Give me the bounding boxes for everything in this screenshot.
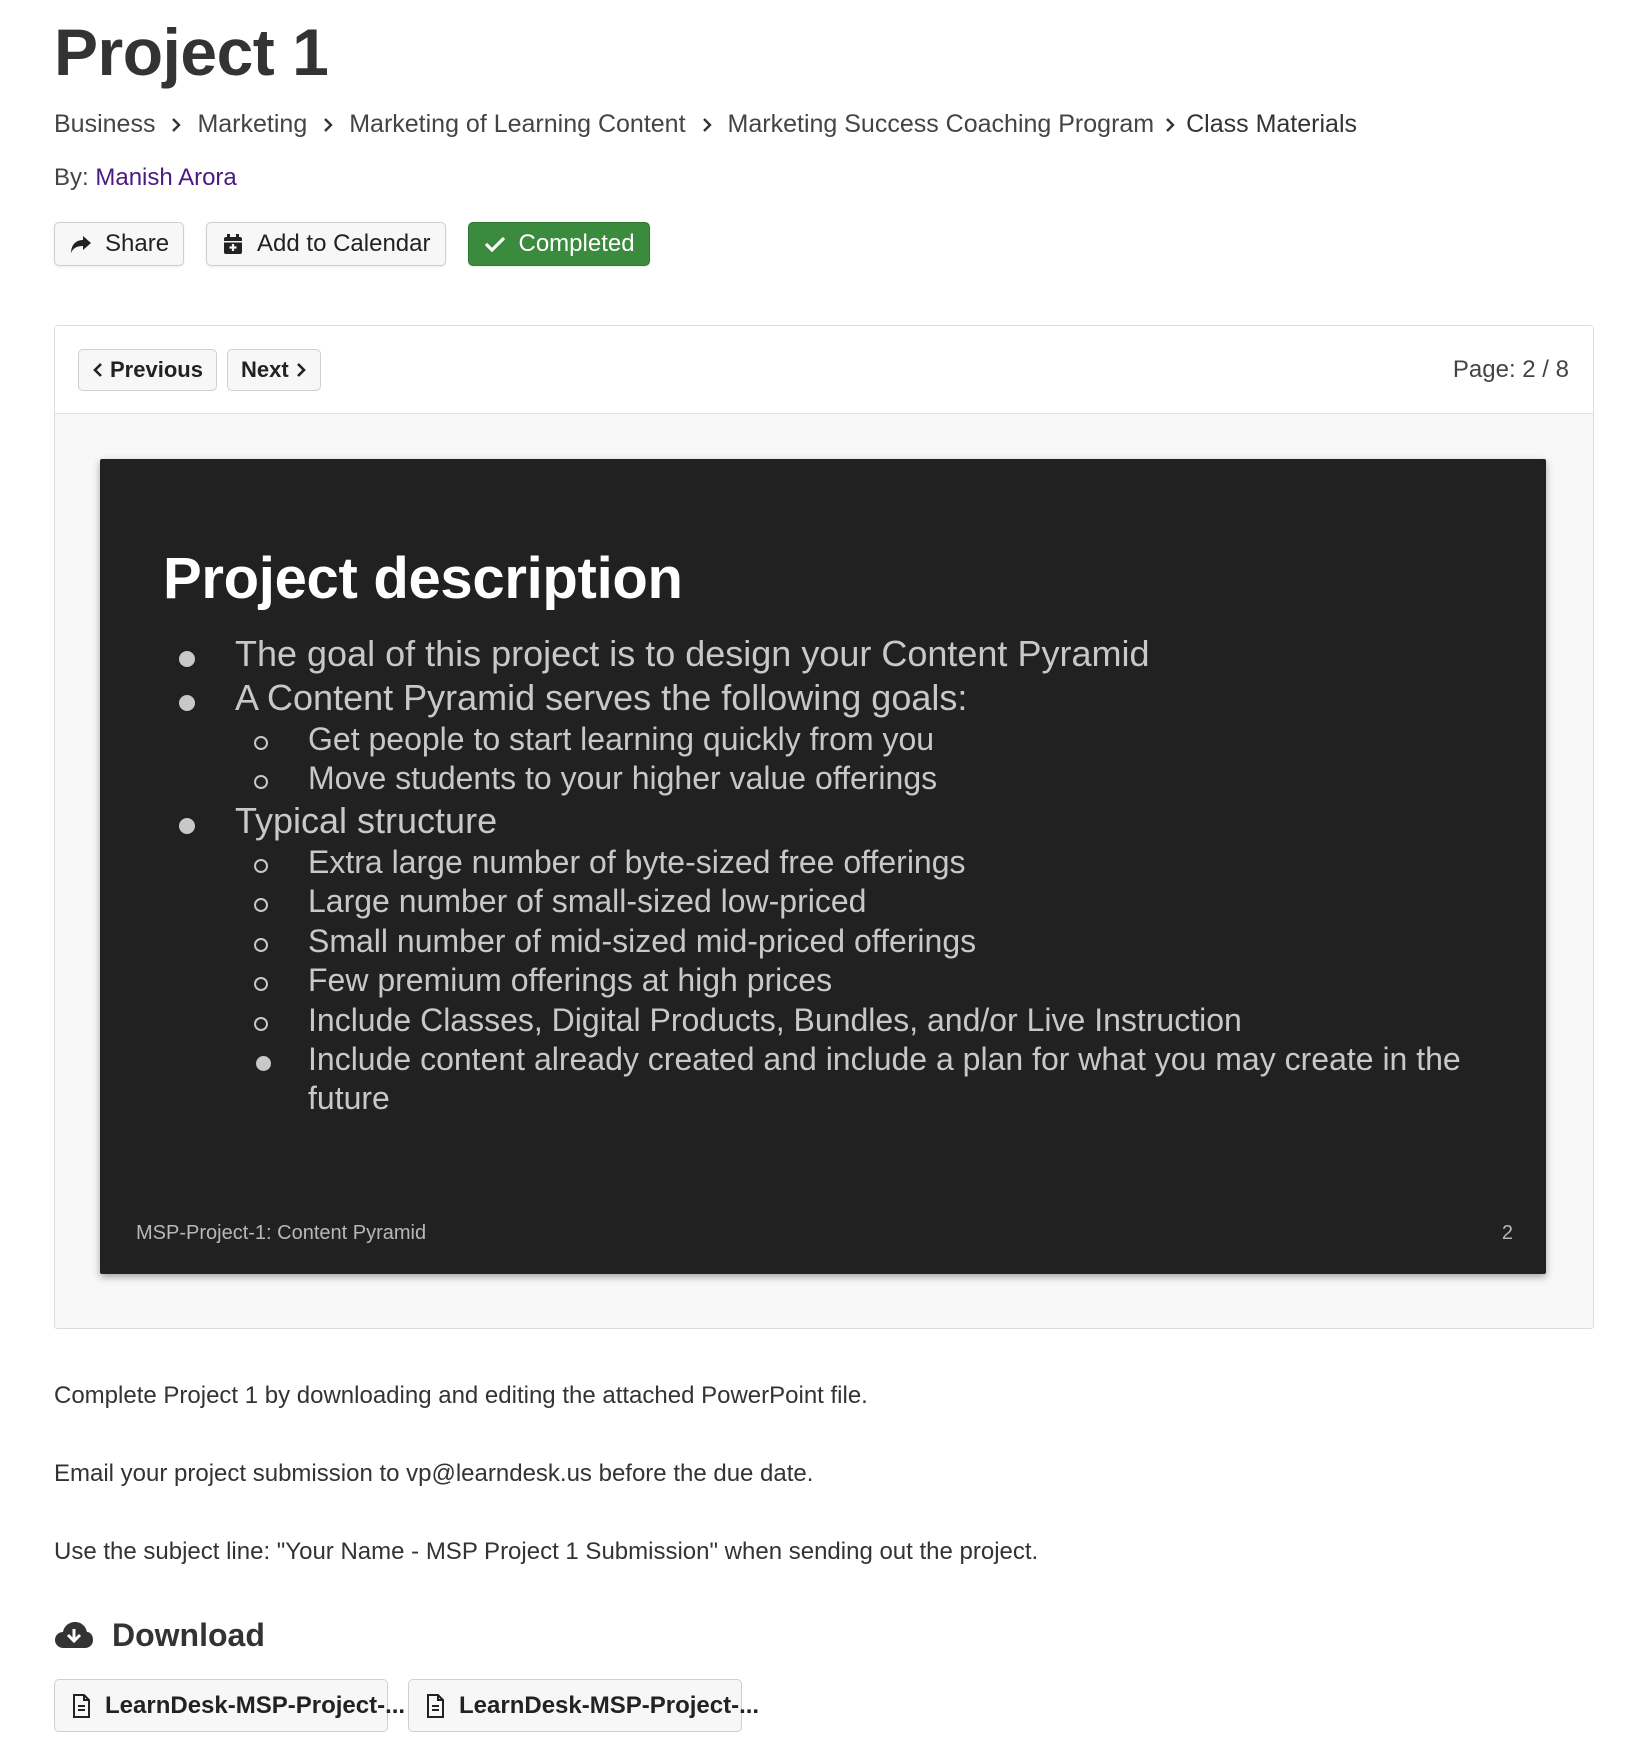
slide-bullet-continuation xyxy=(308,1080,390,1117)
completed-button[interactable] xyxy=(468,222,650,266)
slide-bullet xyxy=(308,1041,1461,1078)
slide-sub-bullet-text: Move students to your higher value offerings xyxy=(308,760,938,796)
slide-bullet xyxy=(235,800,497,842)
hollow-bullet-icon xyxy=(254,938,268,952)
slide-number: 2 xyxy=(1501,1222,1513,1244)
completed-label: Completed xyxy=(518,230,635,257)
description-line: Complete Project 1 by downloading and editing the attached PowerPoint file. xyxy=(54,1382,868,1409)
document-viewer xyxy=(54,325,1594,1329)
hollow-bullet-icon xyxy=(254,736,268,750)
slide-sub-bullet-text: Few premium offerings at high prices xyxy=(308,962,833,998)
chevron-right-icon xyxy=(307,110,349,139)
calendar-plus-icon xyxy=(221,232,245,256)
hollow-bullet-icon xyxy=(254,1017,268,1031)
slide-sub-bullet xyxy=(308,1002,1242,1039)
share-label: Share xyxy=(105,230,170,257)
download-heading-label: Download xyxy=(112,1617,265,1653)
description-line: Email your project submission to vp@learndesk.us before the due date. xyxy=(54,1460,814,1487)
page-title: Project 1 xyxy=(54,15,329,89)
action-bar xyxy=(54,222,650,266)
slide-sub-bullet-text: Small number of mid-sized mid-priced offerings xyxy=(308,923,977,959)
slide-bullet-text: Include content already created and include a plan for what you may create in the xyxy=(308,1041,1461,1077)
chevron-right-icon xyxy=(686,110,728,139)
previous-button[interactable] xyxy=(78,349,217,391)
hollow-bullet-icon xyxy=(254,977,268,991)
breadcrumb-item-business[interactable]: Business xyxy=(54,110,156,138)
download-files xyxy=(54,1679,760,1732)
checkmark-icon xyxy=(483,232,507,256)
bullet-icon xyxy=(179,695,195,711)
slide-sub-bullet-text: Extra large number of byte-sized free offerings xyxy=(308,844,966,880)
file-icon xyxy=(425,1694,445,1718)
add-to-calendar-label: Add to Calendar xyxy=(257,230,431,257)
slide xyxy=(100,459,1546,1274)
bullet-icon xyxy=(179,651,195,667)
slide-bullet-text: Typical structure xyxy=(235,800,498,841)
slide-sub-bullet xyxy=(308,883,866,920)
download-file-button[interactable] xyxy=(54,1679,406,1732)
share-icon xyxy=(69,232,93,256)
slide-sub-bullet xyxy=(308,844,966,881)
slide-sub-bullet xyxy=(308,721,934,758)
download-file-name: LearnDesk-MSP-Project-... xyxy=(459,1691,760,1719)
download-file-name: LearnDesk-MSP-Project-... xyxy=(105,1691,406,1719)
slide-title: Project description xyxy=(163,546,683,611)
previous-label: Previous xyxy=(110,357,203,382)
slide-bullet-text: The goal of this project is to design your Content Pyramid xyxy=(235,633,1150,674)
author-link[interactable]: Manish Arora xyxy=(95,164,237,191)
chevron-right-icon xyxy=(155,110,197,139)
slide-bullet xyxy=(235,633,1149,675)
chevron-left-icon xyxy=(92,362,104,378)
slide-sub-bullet xyxy=(308,760,937,797)
page-indicator: Page: 2 / 8 xyxy=(1452,356,1569,383)
slide-sub-bullet-text: Include Classes, Digital Products, Bundles, and/or Live Instruction xyxy=(308,1002,1242,1038)
hollow-bullet-icon xyxy=(254,775,268,789)
slide-sub-bullet xyxy=(308,962,832,999)
next-button[interactable] xyxy=(227,349,321,391)
slide-footer: MSP-Project-1: Content Pyramid xyxy=(136,1222,427,1244)
viewer-toolbar xyxy=(55,326,1593,414)
breadcrumb-item-class-materials: Class Materials xyxy=(1186,110,1357,138)
byline xyxy=(54,164,237,192)
file-icon xyxy=(71,1694,91,1718)
download-heading xyxy=(54,1617,265,1654)
next-label: Next xyxy=(241,357,289,382)
chevron-right-icon xyxy=(1154,110,1186,139)
breadcrumb xyxy=(54,110,1357,139)
breadcrumb-item-marketing-of-learning-content[interactable]: Marketing of Learning Content xyxy=(349,110,686,138)
bullet-icon xyxy=(256,1056,271,1071)
slide-sub-bullet xyxy=(308,923,976,960)
hollow-bullet-icon xyxy=(254,859,268,873)
download-file-button[interactable] xyxy=(408,1679,760,1732)
slide-bullet-text: A Content Pyramid serves the following goals: xyxy=(235,677,968,718)
hollow-bullet-icon xyxy=(254,898,268,912)
description-line: Use the subject line: "Your Name - MSP Project 1 Submission" when sending out the project. xyxy=(54,1538,1039,1565)
share-button[interactable] xyxy=(54,222,184,266)
chevron-right-icon xyxy=(295,362,307,378)
breadcrumb-item-marketing[interactable]: Marketing xyxy=(197,110,308,138)
bullet-icon xyxy=(179,818,195,834)
slide-bullet xyxy=(235,677,967,719)
byline-prefix: By: xyxy=(54,164,89,191)
add-to-calendar-button[interactable] xyxy=(206,222,445,266)
slide-bullet-text: future xyxy=(308,1080,390,1116)
slide-sub-bullet-text: Large number of small-sized low-priced xyxy=(308,883,867,919)
slide-sub-bullet-text: Get people to start learning quickly from you xyxy=(308,721,935,757)
breadcrumb-item-marketing-success-coaching-program[interactable]: Marketing Success Coaching Program xyxy=(727,110,1155,138)
cloud-download-icon xyxy=(54,1620,94,1652)
